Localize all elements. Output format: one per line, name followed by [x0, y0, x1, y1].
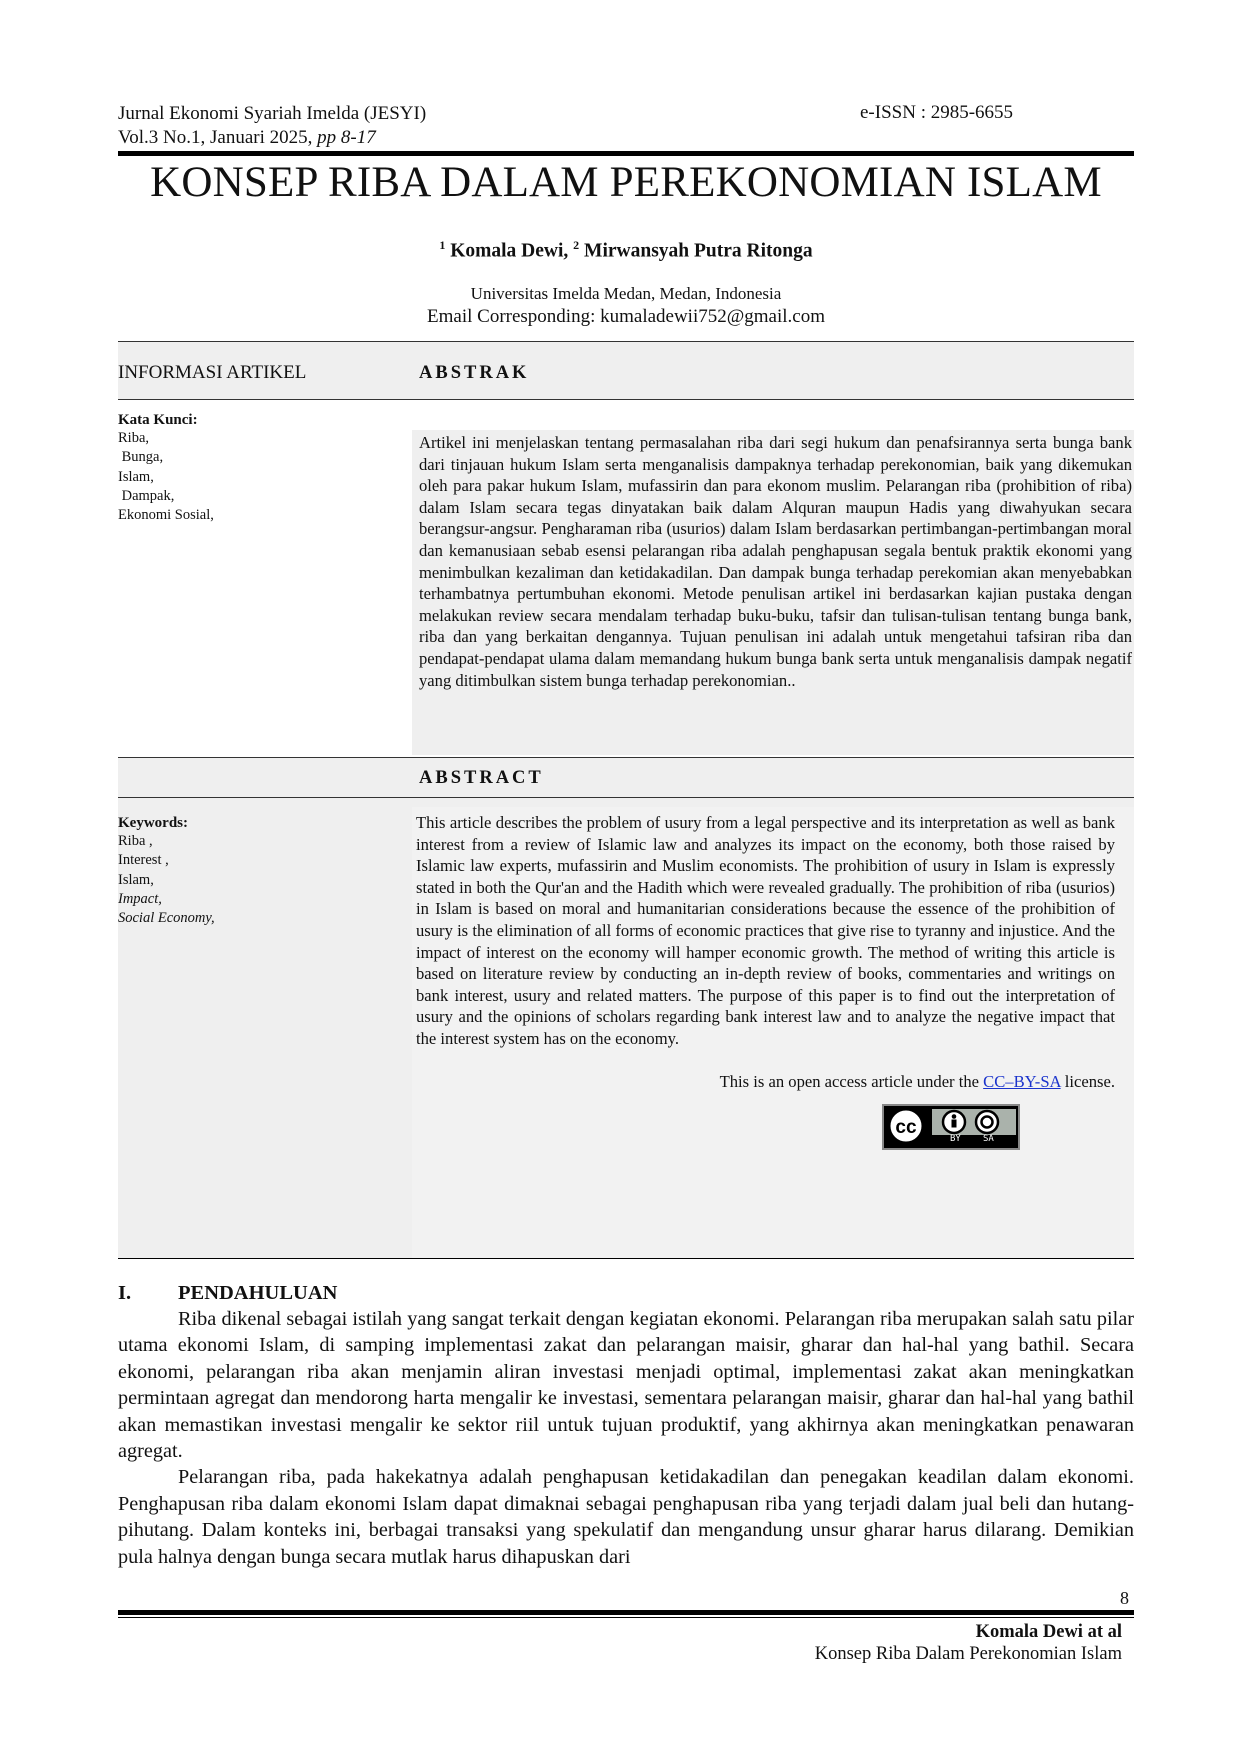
- svg-text:cc: cc: [895, 1117, 917, 1138]
- author-2-name: Mirwansyah Putra Ritonga: [579, 240, 813, 262]
- header-rule: [118, 151, 1134, 156]
- page-number: 8: [1120, 1588, 1129, 1608]
- author-1-affil: 1: [439, 238, 446, 252]
- page-range: pp 8-17: [317, 127, 376, 148]
- abstrak-text: Artikel ini menjelaskan tentang permasalahan riba dari segi hukum dan penafsirannya serta bunga bank dari tinjauan hukum Islam serta menganalisis dampaknya terhadap perekonomian, baik yang dikemukan oleh para pakar hukum Islam, mufassirin dan para ekonom muslim. Pelarangan riba (prohibition of riba) dalam Islam secara tegas dinyatakan baik dalam Alquran maupun Hadis yang diwahyukan secara berangsur-angsur. Pengharaman riba (usurios) dalam Islam berdasarkan pertimbangan-pertimbangan moral dan kemanusiaan sebab esensi pelarangan riba adalah penghapusan segala bentuk praktik ekonomi yang menimbulkan kezaliman dan ketidakadilan. Dan dampak bunga terhadap perekomian akan menyebabkan terhambatnya pertumbuhan ekonomi. Metode penulisan artikel ini berdasarkan kajian pustaka dengan melakukan review secara mendalam terhadap buku-buku, tafsir dan tulisan-tulisan tentang bunga bank, riba dan yang berkaitan dengannya. Tujuan penulisan ini adalah untuk mengetahui tafsiran riba dan pendapat-pendapat ulama dalam memandang hukum bunga bank serta untuk menganalisis dampak negatif yang ditimbulkan sistem bunga terhadap perekonomian..: [419, 433, 1132, 690]
- abstract-text: This article describes the problem of usury from a legal perspective and its interpretation as well as bank interest from a review of Islamic law and analyzes its impact on the economy, both those raised by Islamic law experts, mufassirin and Muslim economists. The prohibition of usury in Islam is expressly stated in both the Qur'an and the Hadith which were revealed gradually. The prohibition of riba (usurios) in Islam is based on moral and humanitarian considerations because the essence of the prohibition of usury is the elimination of all forms of economic practices that give rise to tyranny and injustice. And the impact of interest on the economy will hamper economic growth. The method of writing this article is based on literature review by conducting an in-depth review of books, commentaries and writings on bank interest, usury and related matters. The purpose of this paper is to find out the interpretation of usury and the opinions of scholars regarding bank interest law and to analyze the negative impact that the interest system has on the economy.: [416, 813, 1115, 1048]
- license-note: [416, 1072, 1115, 1092]
- keywords-list: [118, 832, 398, 928]
- kata-kunci-list: [118, 429, 398, 525]
- footer-title: Konsep Riba Dalam Perekonomian Islam: [814, 1644, 1122, 1664]
- footer-rule: [118, 1610, 1134, 1615]
- keyword: Ekonomi Sosial,: [118, 507, 214, 524]
- keywords-title: Keywords:: [118, 815, 188, 831]
- section-number: I.: [118, 1282, 132, 1304]
- badge-by-label: BY: [950, 1134, 961, 1144]
- volume-text: Vol.3 No.1, Januari 2025,: [118, 127, 318, 148]
- section-title: PENDAHULUAN: [178, 1282, 338, 1304]
- abstract-head-rule: [118, 797, 1134, 798]
- footer-author: Komala Dewi at al: [975, 1622, 1122, 1642]
- author-list: [118, 238, 1134, 263]
- keyword: Social Economy,: [118, 910, 215, 927]
- license-suffix: license.: [1060, 1072, 1115, 1091]
- license-prefix: This is an open access article under the: [719, 1072, 984, 1091]
- keyword: Dampak,: [118, 487, 175, 504]
- keyword: Interest ,: [118, 852, 169, 869]
- journal-name: Jurnal Ekonomi Syariah Imelda (JESYI): [118, 103, 427, 124]
- badge-sa-label: SA: [983, 1134, 994, 1144]
- kata-kunci-title: Kata Kunci:: [118, 412, 198, 428]
- abstract-bottom-rule: [118, 1258, 1134, 1259]
- affiliation: Universitas Imelda Medan, Medan, Indonesia: [470, 284, 782, 303]
- keywords-block: [118, 815, 398, 928]
- paragraph: Pelarangan riba, pada hakekatnya adalah penghapusan ketidakadilan dan penegakan keadilan dalam ekonomi. Penghapusan riba dalam ekonomi Islam dapat dimaknai sebagai penghapusan riba yang terjadi dalam jual beli dan hutang-pihutang. Dalam konteks ini, berbagai transaksi yang spekulatif dan mengandung unsur gharar harus dilarang. Demikian pula halnya dengan bunga secara mutlak harus dihapuskan dari: [118, 1466, 1134, 1568]
- keyword: Islam,: [118, 468, 154, 485]
- abstrak-heading: ABSTRAK: [419, 363, 530, 383]
- paper-title: KONSEP RIBA DALAM PEREKONOMIAN ISLAM: [150, 159, 1102, 206]
- footer-thin-rule: [118, 1617, 1134, 1618]
- share-alike-icon: [976, 1111, 998, 1133]
- corresponding-email: Email Corresponding: kumaladewii752@gmail.com: [427, 306, 825, 327]
- section-heading: [118, 1282, 337, 1305]
- issn: e-ISSN : 2985-6655: [860, 102, 1014, 123]
- journal-volume: [118, 126, 376, 150]
- kata-kunci-block: [118, 412, 398, 525]
- paragraph: Riba dikenal sebagai istilah yang sangat terkait dengan kegiatan ekonomi. Pelarangan riba merupakan salah satu pilar utama ekonomi Islam, di samping implementasi zakat dan pelarangan maisir, gharar dan hal-hal yang bathil. Secara ekonomi, pelarangan riba akan menjamin aliran investasi menjadi optimal, implementasi zakat akan meningkatkan permintaan agregat dan mendorong harta mengalir ke investasi, sementara pelarangan maisir, gharar dan hal-hal yang bathil akan memastikan investasi mengalir ke sektor riil untuk tujuan produktif, yang akhirnya akan meningkatkan penawaran agregat.: [118, 1308, 1134, 1463]
- keyword: Impact,: [118, 890, 162, 907]
- info-label: INFORMASI ARTIKEL: [118, 362, 307, 383]
- license-link[interactable]: CC–BY-SA: [983, 1072, 1061, 1091]
- keyword: Riba,: [118, 430, 150, 446]
- keyword: Riba ,: [118, 833, 153, 849]
- section-body: [118, 1306, 1134, 1570]
- info-mid-rule: [118, 399, 1134, 400]
- keyword: Islam,: [118, 871, 154, 888]
- keyword: Bunga,: [118, 449, 164, 466]
- author-1-name: Komala Dewi,: [445, 240, 574, 262]
- cc-by-sa-badge[interactable]: [882, 1104, 1020, 1150]
- author-2-affil: 2: [573, 238, 580, 252]
- abstract-heading: ABSTRACT: [419, 768, 544, 788]
